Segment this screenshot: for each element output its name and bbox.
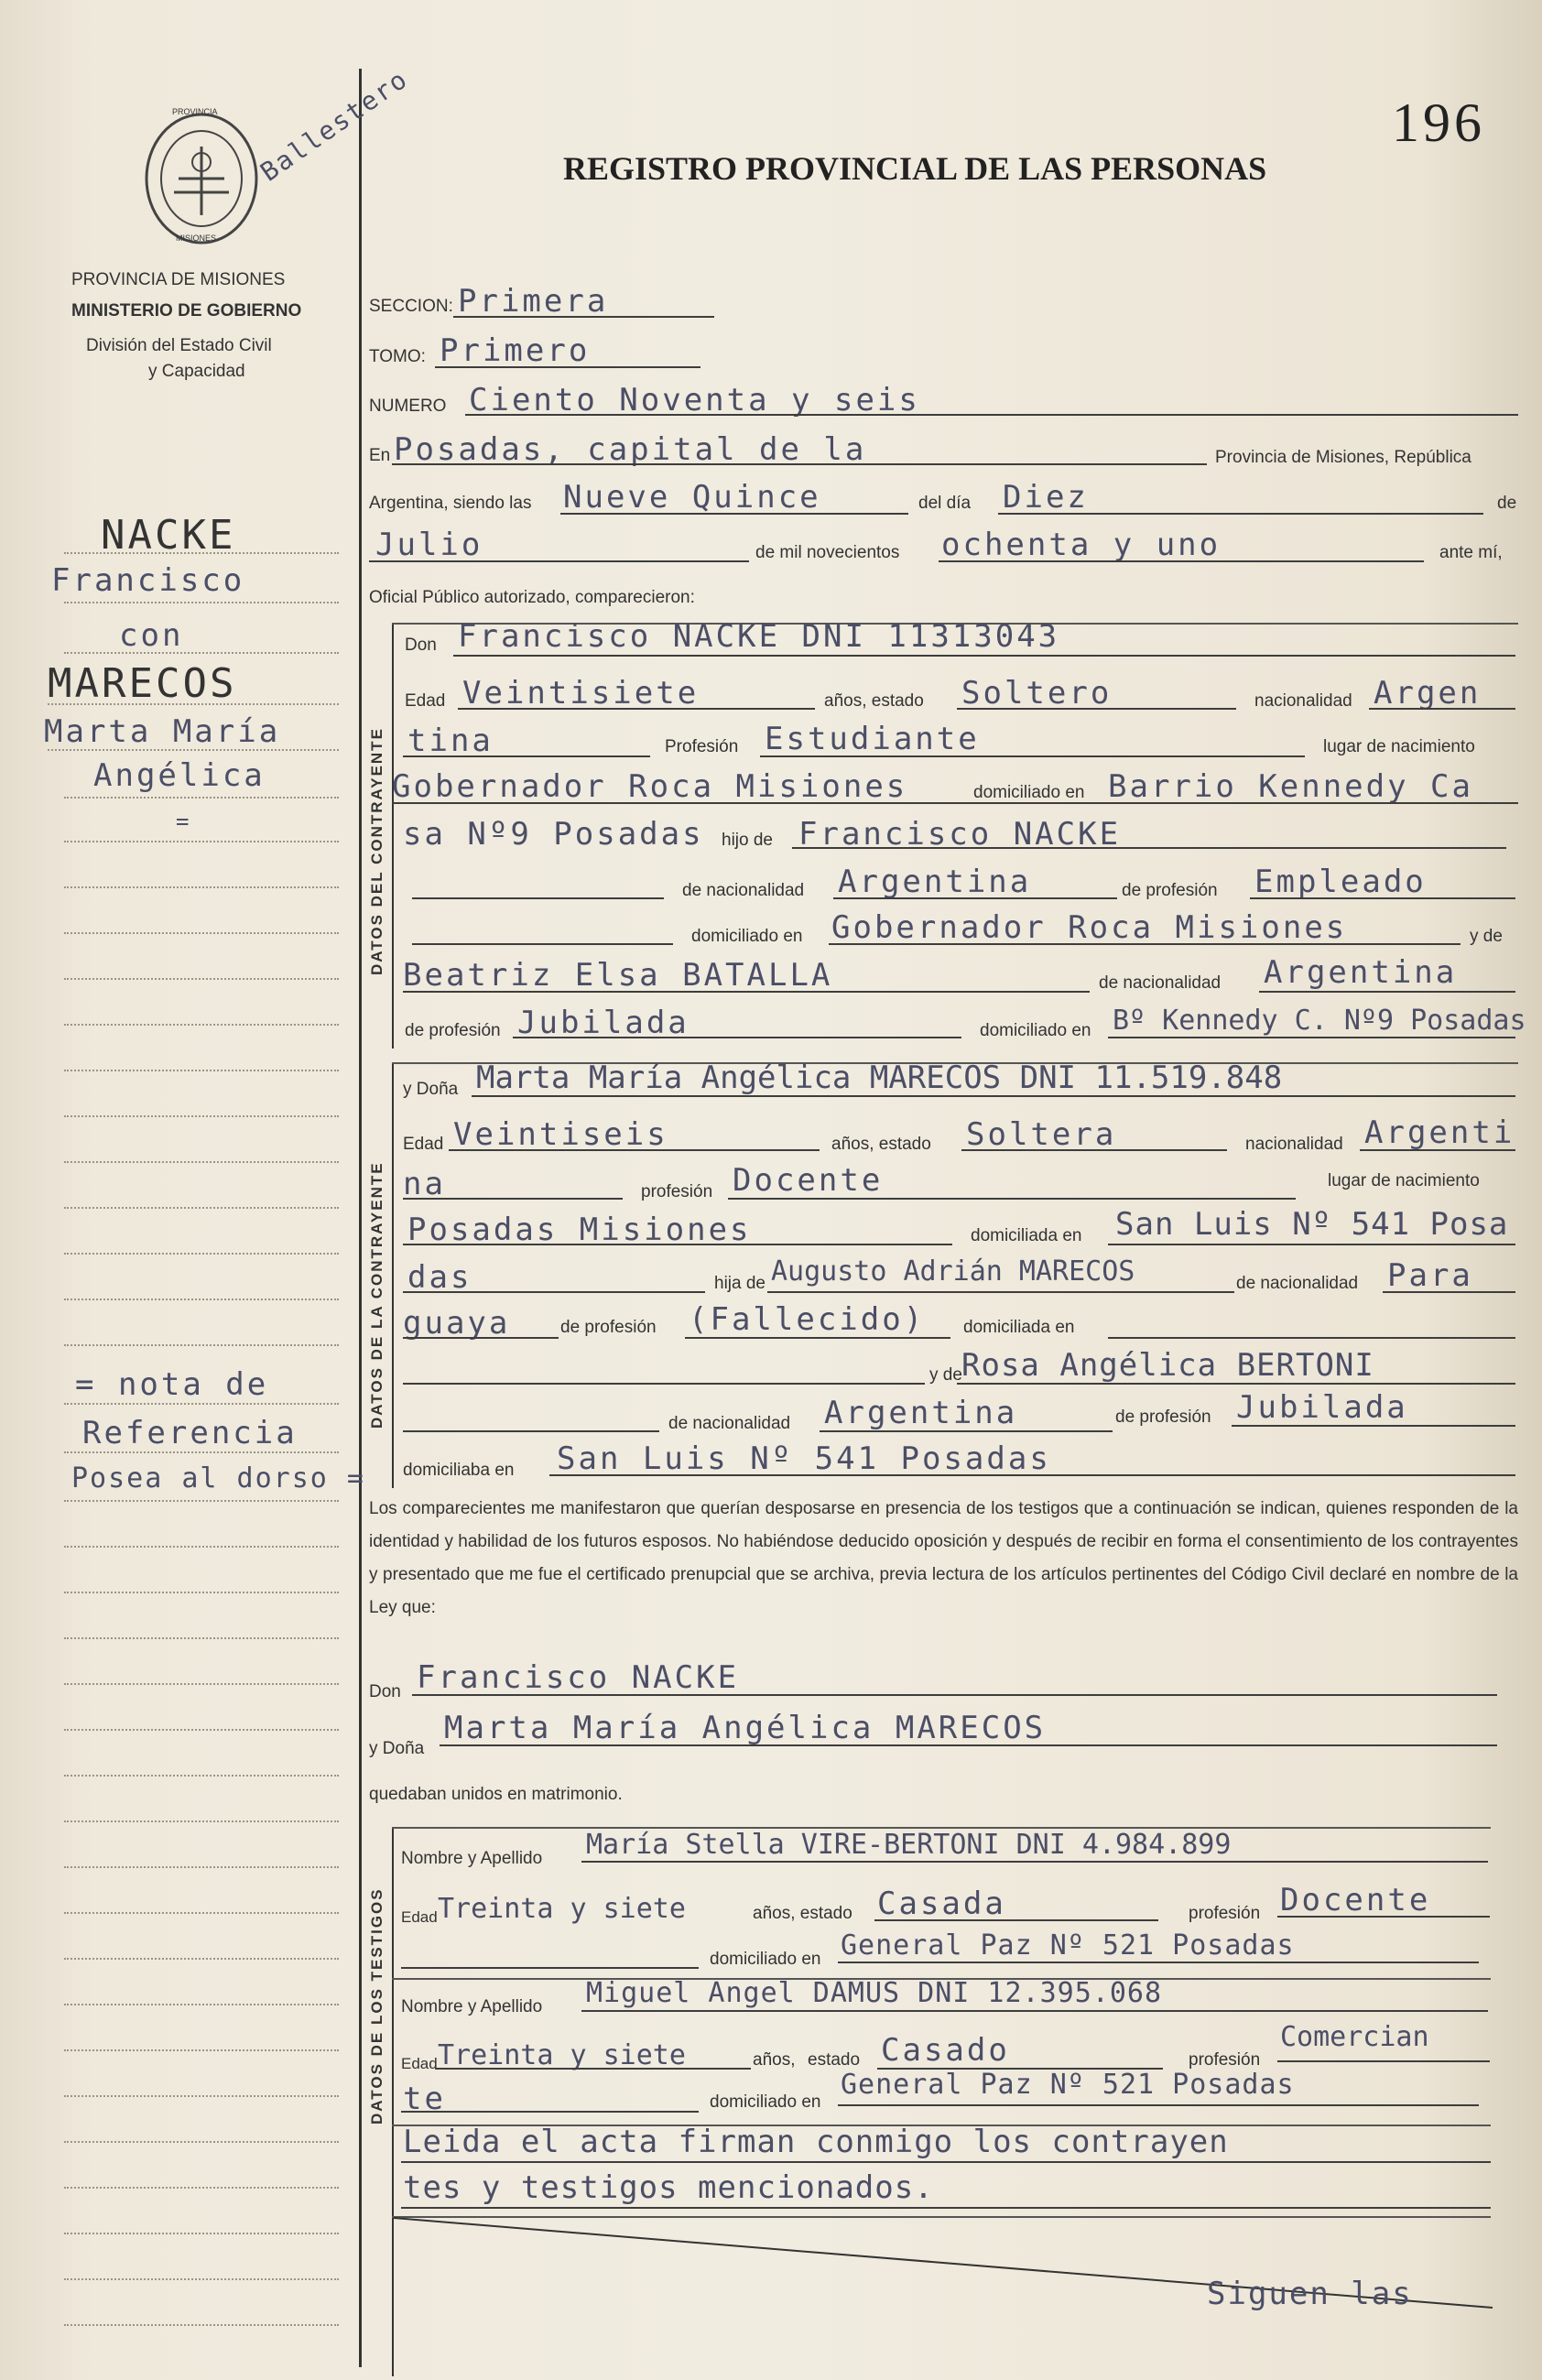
lugar-nac-label: lugar de nacimiento <box>1323 737 1475 756</box>
contrayente-nac-line <box>1369 708 1515 710</box>
de-nacionalidad-label-3: de nacionalidad <box>1236 1274 1359 1293</box>
contrayenta-nombre-line <box>472 1095 1515 1097</box>
margin-line <box>64 1546 339 1548</box>
margin-line <box>64 1024 339 1026</box>
margin-line <box>64 797 339 799</box>
contrayente-edad: Veintisiete <box>462 675 700 712</box>
margin-line <box>64 2004 339 2005</box>
madre-dom-line <box>1108 1037 1515 1038</box>
contrayenta-padre-nacionalidad-2: guaya <box>403 1305 511 1342</box>
testigo2-nombre: Miguel Angel DAMUS DNI 12.395.068 <box>586 1977 1163 2009</box>
y-de-label-2: y de <box>929 1365 962 1385</box>
side-label-testigos: DATOS DE LOS TESTIGOS <box>368 1887 386 2125</box>
quedaban-label: quedaban unidos en matrimonio. <box>369 1785 623 1804</box>
dia-line <box>998 513 1483 515</box>
testigo1-edad: Treinta y siete <box>438 1893 686 1925</box>
margin-surname-2: MARECOS <box>48 660 237 707</box>
contrayente-estado: Soltero <box>961 675 1113 712</box>
padre-prof-line <box>1250 897 1515 899</box>
contrayente-nac2-line <box>403 755 650 757</box>
domiciliaba-en-label: domiciliaba en <box>403 1461 515 1480</box>
tomo-label: TOMO: <box>369 347 426 366</box>
margin-name-3: Angélica <box>93 757 266 794</box>
domiciliada-en-label: domiciliada en <box>971 1226 1082 1245</box>
dia-value: Diez <box>1003 479 1089 516</box>
contrayente-madre: Beatriz Elsa BATALLA <box>403 957 833 994</box>
madre-line <box>403 991 1090 993</box>
contrayenta-lugar-nacimiento: Posadas Misiones <box>407 1212 752 1248</box>
madre-nac-line <box>1259 991 1515 993</box>
lugar-nac-label-2: lugar de nacimiento <box>1328 1171 1480 1190</box>
contrayenta-profesion: Docente <box>733 1162 884 1199</box>
contrayenta-bracket <box>392 1062 394 1488</box>
margin-line <box>64 2233 339 2234</box>
lugar-line <box>392 463 1207 465</box>
de-profesion-label-3: de profesión <box>560 1318 657 1337</box>
margin-line <box>64 1161 339 1163</box>
testigo2-prof-line <box>1277 2060 1490 2062</box>
margin-equals: = <box>176 809 192 834</box>
margin-line <box>64 1344 339 1346</box>
margin-line <box>64 932 339 934</box>
anos-estado-label-2: años, estado <box>831 1135 931 1154</box>
contrayente-bracket <box>392 623 394 1049</box>
contrayenta-estado-line <box>961 1149 1227 1151</box>
page-number: 196 <box>1392 92 1485 153</box>
testigo2-profesion-1: Comercian <box>1280 2021 1429 2053</box>
don-label: Don <box>405 636 437 655</box>
margin-line <box>64 1683 339 1685</box>
profesion-label: Profesión <box>665 737 739 756</box>
seal-text-top: PROVINCIA <box>172 107 218 116</box>
testigo2-dom-line <box>838 2104 1479 2106</box>
padre-blank-line-2 <box>412 943 673 945</box>
contrayente-profesion: Estudiante <box>765 721 980 757</box>
side-label-contrayenta: DATOS DE LA CONTRAYENTE <box>368 1161 386 1429</box>
org-province: PROVINCIA DE MISIONES <box>71 270 286 289</box>
margin-line <box>64 978 339 980</box>
column-divider <box>359 69 362 2367</box>
contrayenta-lugar-line <box>403 1244 952 1245</box>
margin-line <box>48 703 339 705</box>
contrayente-nombre: Francisco NACKE DNI 11313043 <box>458 618 1060 655</box>
contrayente-padre-profesion: Empleado <box>1254 864 1427 900</box>
contrayente-padre-line <box>792 847 1506 849</box>
madre-prof-line <box>513 1037 961 1038</box>
domiciliado-label: domiciliado en <box>973 783 1085 802</box>
domiciliado-en-label-2: domiciliado en <box>691 927 803 946</box>
testigo1-nombre: María Stella VIRE-BERTONI DNI 4.984.899 <box>586 1829 1232 1861</box>
margin-line <box>64 1637 339 1639</box>
seal-text-bottom: MISIONES <box>176 234 217 243</box>
testigo2-domicilio: General Paz Nº 521 Posadas <box>841 2069 1295 2101</box>
padre-dom-line <box>829 943 1461 945</box>
y-de-label: y de <box>1470 927 1503 946</box>
de-nacionalidad-label-2: de nacionalidad <box>1099 973 1222 993</box>
testigo2-profesion-2: te <box>403 2081 446 2117</box>
margin-line <box>64 2049 339 2051</box>
margin-line <box>64 1299 339 1300</box>
testigo2-prof2-line <box>401 2111 699 2113</box>
madre2-nac-line <box>820 1430 1113 1432</box>
contrayenta-profesion-line <box>728 1198 1296 1200</box>
anio-value: ochenta y uno <box>941 527 1222 563</box>
de-nacionalidad-label: de nacionalidad <box>682 881 805 900</box>
cierre-underline-1 <box>401 2161 1491 2163</box>
padre-nac2-line <box>403 1337 559 1339</box>
contrayente-nacionalidad-1: Argen <box>1374 675 1482 712</box>
margin-line <box>64 1820 339 1822</box>
domiciliado-en-label-5: domiciliado en <box>710 2092 821 2112</box>
padre-prof2-line <box>685 1337 950 1339</box>
testigo2-edad: Treinta y siete <box>438 2039 686 2071</box>
margin-con: con <box>119 617 184 654</box>
contrayenta-madre-nacionalidad: Argentina <box>824 1395 1018 1431</box>
ballestero-annotation: Ballestero <box>255 63 414 188</box>
contrayenta-madre-domicilio: San Luis Nº 541 Posadas <box>557 1440 1051 1477</box>
declaracion-dona: Marta María Angélica MARECOS <box>444 1710 1047 1746</box>
margin-line <box>64 1775 339 1777</box>
y-dona-label: y Doña <box>403 1080 459 1099</box>
margin-line <box>64 1592 339 1593</box>
testigo1-nombre-line <box>581 1861 1488 1863</box>
padre-nac-line <box>833 897 1117 899</box>
margin-line <box>64 1207 339 1209</box>
numero-value: Ciento Noventa y seis <box>469 382 920 418</box>
nombre-apellido-label-2: Nombre y Apellido <box>401 1997 543 2016</box>
contrayenta-estado: Soltera <box>966 1116 1117 1153</box>
tomo-value: Primero <box>440 332 591 369</box>
contrayenta-domicilio-2: das <box>407 1259 472 1296</box>
hijo-de-label: hijo de <box>722 831 773 850</box>
margin-line <box>64 1070 339 1071</box>
testigo1-estado-line <box>874 1919 1158 1921</box>
de-label: de <box>1497 494 1517 513</box>
margin-name-2: Marta María <box>44 713 281 750</box>
domiciliada-en-label-2: domiciliada en <box>963 1318 1075 1337</box>
de-nacionalidad-label-4: de nacionalidad <box>668 1414 791 1433</box>
contrayenta-nacionalidad-1: Argenti <box>1364 1114 1515 1151</box>
seccion-value: Primera <box>458 283 609 320</box>
domiciliado-en-label-4: domiciliado en <box>710 1950 821 1969</box>
madre2-blank-line-2 <box>403 1430 659 1432</box>
provincia-label: Provincia de Misiones, República <box>1215 448 1471 467</box>
declaracion-don-line <box>412 1694 1497 1696</box>
testigo1-dom-line <box>838 1962 1479 1963</box>
contrayente-madre-domicilio: Bº Kennedy C. Nº9 Posadas <box>1113 1005 1526 1037</box>
y-dona-label-2: y Doña <box>369 1739 425 1758</box>
margin-line <box>64 1451 339 1453</box>
margin-line <box>64 1403 339 1405</box>
margin-line <box>64 2095 339 2097</box>
contrayente-padre-domicilio: Gobernador Roca Misiones <box>831 909 1348 946</box>
nacionalidad-label-2: nacionalidad <box>1245 1135 1343 1154</box>
contrayenta-domicilio-1: San Luis Nº 541 Posa <box>1115 1206 1509 1243</box>
contrayente-padre-nacionalidad: Argentina <box>838 864 1032 900</box>
testigo1-blank-line <box>401 1967 699 1969</box>
profesion-label-2: profesión <box>641 1182 713 1201</box>
profesion-label-4: profesión <box>1189 2050 1261 2070</box>
margin-line <box>64 1866 339 1868</box>
don-label-2: Don <box>369 1682 401 1701</box>
margin-line <box>64 2324 339 2326</box>
testigo1-prof-line <box>1277 1916 1490 1918</box>
contrayenta-madre-profesion: Jubilada <box>1236 1389 1408 1426</box>
edad-label-2: Edad <box>403 1135 444 1154</box>
de-profesion-label: de profesión <box>1122 881 1218 900</box>
margin-note-3: Posea al dorso = <box>71 1462 365 1494</box>
ante-mi-label: ante mí, <box>1439 543 1503 562</box>
hija-de-label: hija de <box>714 1274 766 1293</box>
margin-line <box>64 1500 339 1502</box>
contrayenta-padre: Augusto Adrián MARECOS <box>771 1255 1135 1288</box>
contrayente-domicilio-1: Barrio Kennedy Ca <box>1108 768 1473 805</box>
contrayenta-madre: Rosa Angélica BERTONI <box>961 1347 1374 1384</box>
margin-line <box>64 1958 339 1960</box>
seccion-line <box>453 316 714 318</box>
margin-line <box>48 749 339 751</box>
edad-label-4: Edad <box>401 2055 438 2072</box>
contrayente-nombre-line <box>453 655 1515 657</box>
testigo1-estado: Casada <box>877 1886 1006 1922</box>
contrayenta-padre-line <box>767 1291 1234 1293</box>
contrayenta-nombre: Marta María Angélica MARECOS DNI 11.519.848 <box>476 1060 1283 1096</box>
margin-line <box>64 652 339 654</box>
contrayenta-padre-nacionalidad-1: Para <box>1387 1257 1473 1294</box>
contrayente-lugar-line <box>392 802 1518 804</box>
de-profesion-label-2: de profesión <box>405 1021 501 1040</box>
testigo1-domicilio: General Paz Nº 521 Posadas <box>841 1929 1295 1962</box>
org-capacity: y Capacidad <box>148 362 245 381</box>
declaration-paragraph: Los comparecientes me manifestaron que querían desposarse en presencia de los testigos que a continuación se indican, quienes responden de la identidad y habilidad de los futuros esposos. No habiéndose deducido oposición y después de recibir en forma el consentimiento de los contrayentes y presentado que me fue el certificado prenupcial que se archiva, previa lectura de los artículos pertinentes del Código Civil declaré en nombre de la Ley que: <box>369 1499 1518 1617</box>
contrayente-nacionalidad-2: tina <box>407 723 494 759</box>
contrayente-domicilio-2: sa Nº9 Posadas <box>403 816 704 853</box>
margin-surname-1: NACKE <box>101 512 236 559</box>
estado-label: estado <box>808 2050 861 2070</box>
hora-value: Nueve Quince <box>563 479 821 516</box>
declaracion-don: Francisco NACKE <box>417 1659 740 1696</box>
tomo-line <box>435 366 700 368</box>
mes-line <box>369 560 749 562</box>
contrayenta-dom2-line <box>403 1291 705 1293</box>
en-label: En <box>369 446 391 465</box>
contrayente-edad-line <box>458 708 815 710</box>
margin-name-1: Francisco <box>51 562 245 599</box>
margin-line <box>64 1912 339 1914</box>
de-mil-label: de mil novecientos <box>755 543 900 562</box>
de-profesion-label-4: de profesión <box>1115 1407 1211 1427</box>
province-seal <box>137 105 266 252</box>
contrayente-estado-line <box>957 708 1236 710</box>
margin-line <box>64 2141 339 2143</box>
contrayenta-edad: Veintiseis <box>453 1116 668 1153</box>
anos-estado-label: años, estado <box>824 691 924 711</box>
cierre-line-2: tes y testigos mencionados. <box>403 2169 934 2206</box>
lugar-value: Posadas, capital de la <box>394 431 867 468</box>
margin-line <box>64 1253 339 1255</box>
contrayenta-nacionalidad-2: na <box>403 1166 446 1202</box>
margin-line <box>64 841 339 842</box>
madre2-dom-line <box>549 1474 1515 1476</box>
nacionalidad-label: nacionalidad <box>1254 691 1352 711</box>
oficial-label: Oficial Público autorizado, comparecieron: <box>369 588 695 607</box>
margin-line <box>64 2187 339 2189</box>
del-dia-label: del día <box>918 494 972 513</box>
margin-note-1: = nota de <box>75 1366 269 1403</box>
contrayenta-padre-profesion: (Fallecido) <box>689 1301 926 1338</box>
contrayenta-nac-line <box>1360 1149 1515 1151</box>
contrayenta-edad-line <box>449 1149 820 1151</box>
testigo2-edad-line <box>435 2068 751 2070</box>
numero-label: NUMERO <box>369 397 447 416</box>
testigo1-profesion: Docente <box>1280 1882 1431 1918</box>
testigo2-nombre-line <box>581 2010 1488 2012</box>
margin-line <box>64 2278 339 2280</box>
hora-line <box>560 513 908 515</box>
page-title: REGISTRO PROVINCIAL DE LAS PERSONAS <box>563 150 1267 187</box>
nombre-apellido-label: Nombre y Apellido <box>401 1849 543 1868</box>
contrayente-madre-profesion: Jubilada <box>517 1005 690 1041</box>
madre2-blank-line <box>403 1383 925 1385</box>
anos-estado-label-3: años, estado <box>753 1904 852 1923</box>
edad-label: Edad <box>405 691 446 711</box>
contrayenta-madre-line <box>957 1383 1515 1385</box>
org-division: División del Estado Civil <box>86 336 272 355</box>
margin-line <box>64 1115 339 1117</box>
margin-note-2: Referencia <box>82 1415 298 1451</box>
margin-line <box>64 1729 339 1731</box>
testigo2-estado: Casado <box>881 2032 1010 2069</box>
mes-value: Julio <box>375 527 483 563</box>
side-label-contrayente: DATOS DEL CONTRAYENTE <box>368 727 386 975</box>
profesion-label-3: profesión <box>1189 1904 1261 1923</box>
margin-line <box>64 602 339 603</box>
contrayenta-padre-nac-line <box>1383 1291 1515 1293</box>
argentina-label: Argentina, siendo las <box>369 494 532 513</box>
domiciliado-en-label-3: domiciliado en <box>980 1021 1091 1040</box>
siguen-las: Siguen las <box>1207 2276 1413 2312</box>
cierre-line-1: Leida el acta firman conmigo los contrayen <box>403 2124 1229 2160</box>
org-ministry: MINISTERIO DE GOBIERNO <box>71 301 302 321</box>
seccion-label: SECCION: <box>369 297 453 316</box>
contrayenta-dom-line <box>1108 1244 1515 1245</box>
declaracion-dona-line <box>440 1744 1497 1746</box>
padre-blank-line <box>412 897 664 899</box>
madre2-prof-line <box>1232 1425 1515 1427</box>
cierre-underline-2 <box>401 2207 1491 2209</box>
anio-line <box>939 560 1424 562</box>
contrayente-profesion-line <box>760 755 1305 757</box>
margin-line <box>64 886 339 888</box>
margin-line <box>64 552 339 554</box>
padre-dom2-line <box>1108 1337 1515 1339</box>
contrayente-lugar-nacimiento: Gobernador Roca Misiones <box>392 768 908 805</box>
anos-label: años, <box>753 2050 796 2070</box>
contrayenta-nac2-line <box>403 1198 623 1200</box>
contrayente-madre-nacionalidad: Argentina <box>1264 954 1458 991</box>
contrayente-padre: Francisco NACKE <box>798 816 1122 853</box>
edad-label-3: Edad <box>401 1908 438 1926</box>
numero-line <box>465 414 1518 416</box>
